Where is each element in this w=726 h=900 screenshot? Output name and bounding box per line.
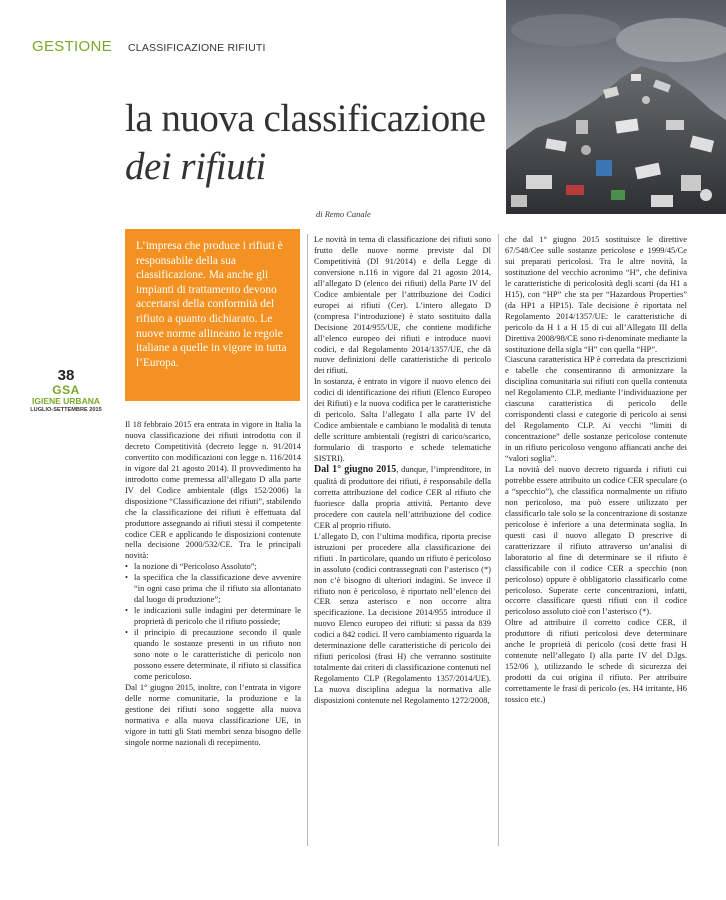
article-title-line1: la nuova classificazione	[125, 97, 486, 140]
column-divider	[307, 234, 308, 846]
paragraph: In sostanza, è entrato in vigore il nuovo elenco dei codici di identificazione dei rifiuti (Elenco Europeo dei Rifiuti) e la nuova codifica per le caratteristiche di pericolo. Salta l’allegato I alla parte IV del Codice ambientale e cambiano le modalità di tenuta delle scritture ambientali (registri di carico/scarico, formulario di trasporto e schede telematiche SISTRI).	[314, 376, 491, 464]
landfill-garbage-photo	[506, 0, 726, 214]
paragraph: Le novità in tema di classificazione dei rifiuti sono frutto delle nuove norme previste dal Dl Competitività (Dl 91/2014) e della Legge di conversione n.116 in vigore dal 21 agosto 2014, all’allegato D (elenco dei rifiuti) della Parte IV del Codice ambientale per l’attribuzione dei Codici europei ai rifiuti (Cer). L’intero allegato D (compresa l’introduzione) è stato sostituito dalla Decisione 2014/955/UE, che contiene modifiche all’elenco europeo dei rifiuti e introduce nuovi codici, e dal Regolamento 2014/1357/UE, che dà nuove definizioni delle caratteristiche di pericolo dei rifiuti.	[314, 234, 491, 376]
list-item: • la nozione di “Pericoloso Assoluto”;	[125, 561, 301, 572]
paragraph: che dal 1° giugno 2015 sostituisce le direttive 67/548/Cee sulle sostanze pericolose e 1999/45/Ce sui preparati pericolosi. Tra le altre novità, la sostituzione del vecchio acronimo “H”, che definiva le caratteristiche di pericolosità degli scarti (da H1 a H15), con “HP” che sta per “Hazardous Properties” (da HP1 a HP15). Tale decisione è riportata nel Regolamento 2014/1357/UE: le caratteristiche di pericolo da H 1 a H 15 di cui all’Allegato III della Direttiva 2008/98/CE sono ri-denominate mediante la sostituzione della sigla “H” con quella “HP”.	[505, 234, 687, 354]
column-divider	[498, 234, 499, 846]
paragraph: La novità del nuovo decreto riguarda i rifiuti cui potrebbe essere attribuito un codice CER speculare (o a “specchio”), che classifica normalmente un rifiuto non pericoloso, ma può essere utilizzato per classificarlo tale solo se la concentrazione di sostanze pericolose è inferiore a una determinata soglia. In questi casi il nuovo allegato D prescrive di caratterizzare il rifiuto attraverso un’analisi di laboratorio al fine di determinare se il rifiuto è classificabile con il codice CER a specchio (non pericoloso) oppure è obbligatorio classificarlo come pericoloso. Superate certe concentrazioni, infatti, occorre classificare questi rifiuti con il codice pericoloso assoluto cioè con l’asterisco (*).	[505, 464, 687, 617]
paragraph	[314, 464, 491, 531]
body-column-3	[505, 234, 687, 705]
body-column-2	[314, 234, 491, 706]
byline: di Remo Canale	[316, 209, 371, 219]
page-number: 38	[57, 367, 75, 384]
subsection-label: CLASSIFICAZIONE RIFIUTI	[128, 42, 266, 54]
section-label: GESTIONE	[32, 38, 112, 55]
list-item: • le indicazioni sulle indagini per determinare le proprietà di pericolo che il rifiuto possiede;	[125, 605, 301, 627]
list-item: • la specifica che la classificazione deve avvenire “in ogni caso prima che il rifiuto sia allontanato dal luogo di produzione”;	[125, 572, 301, 605]
paragraph: Ciascuna caratteristica HP è corredata da prescrizioni e tabelle che consentiranno di armonizzare la disciplina comunitaria sui rifiuti con quella contenuta nel Regolamento CLP, mediante l’individuazione per ciascuna caratteristica di pericolo delle corrispondenti classi e categorie di pericolo ai sensi del Regolamento CLP. Ai vecchi “limiti di concentrazione” delle sostanze pericolose contenute in un rifiuto pericoloso vengono affiancati anche dei “valori soglia”.	[505, 354, 687, 464]
magazine-subtitle: IGIENE URBANA	[31, 396, 100, 406]
body-column-1	[125, 419, 301, 748]
novelty-list	[125, 561, 301, 681]
list-item: • il principio di precauzione secondo il quale quando le sostanze presenti in un rifiuto non sono note o le caratteristiche di pericolo non possono essere determinate, il rifiuto si classifica come pericoloso.	[125, 627, 301, 682]
page-footer-mark	[28, 368, 104, 414]
callout-box: L’impresa che produce i rifiuti è responsabile della sua classificazione. Ma anche gli impianti di trattamento devono accertarsi della conformità del rifiuto a quanto dichiarato. Le nuove norme allineano le regole italiane a quelle in vigore in tutta l’Europa.	[125, 229, 300, 401]
paragraph: Oltre ad attribuire il corretto codice CER, il produttore di rifiuti pericolosi deve determinare anche le proprietà di pericolo (così dette frasi H contenute nell’allegato I) alla parte IV del D.lgs. 152/06 ), utilizzando le schede di sicurezza dei prodotti da cui origina il rifiuto. Per attribuire correttamente le frasi di pericolo (es. H4 irritante, H6 tossico etc.)	[505, 617, 687, 705]
article-title-line2: dei rifiuti	[125, 145, 266, 188]
magazine-logo: GSA	[52, 383, 80, 397]
paragraph: Il 18 febbraio 2015 era entrata in vigore in Italia la nuova classificazione dei rifiuti introdotta con il decreto Competitività (decreto legge n. 91/2014 convertito con modificazioni con legge n. 116/2014 in vigore dal 21 agosto 2014). Il provvedimento ha introdotto come premessa all’allegato D alla parte IV del Codice ambientale (dlgs 152/2006) la disposizione “Classificazione dei rifiuti”, stabilendo che la classificazione dei rifiuti è effettuata dal produttore assegnando ai rifiuti stessi il competente codice CER e applicando le disposizioni contenute nella decisione 2000/532/CE. Tra le principali novità:	[125, 419, 301, 561]
paragraph: L’allegato D, con l’ultima modifica, riporta precise istruzioni per procedere alla classificazione dei rifiuti . In particolare, quando un rifiuto è pericoloso in assoluto (codici contrassegnati con l’asterisco (*) non c’è bisogno di ulteriori indagini. Se invece il rifiuto non è pericoloso, è riportato nell’elenco dei CER senza asterisco e non occorre altra specificazione. La decisione 2014/955 introduce il nuovo Elenco europeo dei rifiuti: si passa da 839 codici a 842 codici. Il vero cambiamento riguarda la determinazione delle caratteristiche di pericolo dei rifiuti pericolosi (frasi H) che verranno sostituite totalmente dai criteri di classificazione contenuti nel Regolamento CLP (Regolamento 1357/2014/UE). La nuova disciplina adegua la normativa alle disposizioni contenute nel Regolamento 1272/2008,	[314, 530, 491, 706]
paragraph-text: , dunque, l’imprenditore, in qualità di produttore dei rifiuti, è responsabile della corretta attribuzione del codice CER al rifiuto che fuoriesce dalla propria attività. Pertanto deve procedere con cautela nell’attribuzione del codice CER al proprio rifiuto.	[314, 464, 492, 530]
paragraph: Dal 1° giugno 2015, inoltre, con l’entrata in vigore delle norme comunitarie, la produzione e la gestione dei rifiuti sono soggette alla nuova normativa e alla nuova classificazione UE, in vigore in tutti gli Stati membri senza bisogno delle singole norme nazionali di recepimento.	[125, 681, 301, 747]
lead-in: Dal 1° giugno 2015	[314, 464, 397, 476]
issue-date: LUGLIO-SETTEMBRE 2015	[30, 407, 102, 413]
